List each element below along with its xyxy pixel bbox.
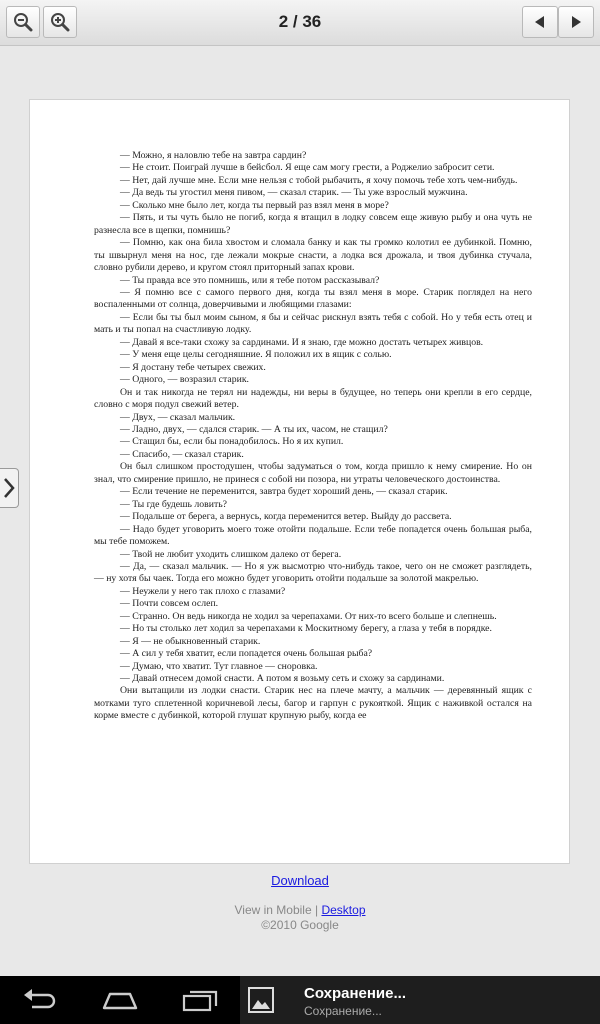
document-paragraph: — Я — не обыкновенный старик. [120,635,261,647]
document-paragraph: — Не стоит. Поиграй лучше в бейсбол. Я еще сам могу грести, а Роджелио забросит сети. [120,162,495,174]
image-icon [248,987,274,1013]
document-paragraph: — Помню, как она била хвостом и сломала банку и как ты громко колотил ее дубинкой. Помню, ты швырнул меня на нос, где лежали мокрые снасти, а лодка вся дрожала, и твоя дубинка стучала, словно рубили дерево, и кругом стоял приторный запах крови. [94,237,532,274]
copyright: ©2010 Google [261,918,339,932]
document-paragraph: — Ты где будешь ловить? [120,498,228,510]
home-icon [100,986,140,1014]
document-paragraph: — Надо будет уговорить моего тоже отойти подальше. Если тебе попадется очень большая рыба, мы тебе поможем. [94,523,532,548]
document-paragraph: — Твой не любит уходить слишком далеко от берега. [120,548,342,560]
document-paragraph: — Спасибо, — сказал старик. [120,448,244,460]
notification-title: Сохранение... [304,985,406,1002]
document-paragraph: — Нет, дай лучше мне. Если мне нельзя с тобой рыбачить, я хочу помочь тебе хоть чем-нибудь. [120,174,518,186]
document-paragraph: Он и так никогда не терял ни надежды, ни веры в будущее, но теперь они крепли в его сердце, словно с моря подул свежий ветер. [94,386,532,411]
triangle-right-icon [569,15,583,29]
document-paragraph: — Да ведь ты угостил меня пивом, — сказал старик. — Ты уже взрослый мужчина. [120,187,468,199]
chevron-right-icon [3,477,15,499]
viewer-toolbar [0,0,600,46]
document-paragraph: Он был слишком простодушен, чтобы задуматься о том, когда пришло к нему смирение. Но он знал, что смирение пришло, не принеся с собой ни позора, ни утраты человеческого достоинства. [94,461,532,485]
document-paragraph: — Ты правда все это помнишь, или я тебе потом рассказывал? [120,274,380,286]
download-area [0,873,600,888]
document-paragraph: — Я помню все с самого первого дня, когда ты взял меня в море. Старик поглядел на него воспаленными от солнца, доверчивыми и любящими глазами: [94,286,532,311]
footer-separator: | [315,903,319,917]
document-paragraph: — Двух, — сказал мальчик. [120,411,236,423]
document-paragraph: — Если течение не переменится, завтра будет хороший день, — сказал старик. [120,486,448,498]
document-paragraph: — Но ты столько лет ходил за черепахами к Москитному берегу, а глаза у тебя в порядке. [120,623,492,635]
download-link[interactable]: Download [271,873,329,888]
back-button[interactable] [22,986,58,1019]
document-paragraph: — Странно. Он ведь никогда не ходил за черепахами. От них-то всего больше и слепнешь. [120,610,497,622]
document-paragraph: — Давай отнесем домой снасти. А потом я возьму сеть и схожу за сардинами. [120,673,445,685]
document-paragraph: — Пять, и ты чуть было не погиб, когда я втащил в лодку совсем еще живую рыбу и она чуть не разнесла все в щепки, помнишь? [94,212,532,236]
document-paragraph: — Да, — сказал мальчик. — Но я уж высмотрю что-нибудь такое, чего он не сможет разглядеть, — ну хотя бы чаек. Тогда его можно будет уговорить отойти подальше за золотой макрелью. [94,560,532,585]
document-paragraph: — Одного, — возразил старик. [120,374,249,386]
next-page-button[interactable] [558,6,594,38]
document-paragraph: — Стащил бы, если бы понадобилось. Но я их купил. [120,436,344,448]
footer [0,903,600,933]
document-paragraph: — Подальше от берега, а вернусь, когда переменится ветер. Выйду до рассвета. [120,511,452,523]
side-panel-toggle[interactable] [0,468,19,508]
view-in-mobile-label: View in Mobile [234,903,312,917]
document-paragraph: — Если бы ты был моим сыном, я бы и сейчас рискнул взять тебя с собой. Но у тебя есть отец и мать и ты попал на счастливую лодку. [94,311,532,336]
recent-apps-button[interactable] [180,986,220,1019]
document-paragraph: — Неужели у него так плохо с глазами? [120,585,286,597]
back-icon [22,986,58,1014]
document-paragraph: Они вытащили из лодки снасти. Старик нес на плече мачту, а мальчик — деревянный ящик с мотками туго сплетенной коричневой лесы, багор и гарпун с рукояткой. Ящик с наживкой остался на корме вместе с дубинкой, которой глушат крупную рыбу, когда ее [94,685,532,722]
document-paragraph: — Ладно, двух, — сдался старик. — А ты их, часом, не стащил? [120,423,388,435]
page-indicator: 2 / 36 [278,12,322,31]
document-paragraph: — У меня еще целы сегодняшние. Я положил их в ящик с солью. [120,349,392,361]
document-text [94,150,532,723]
home-button[interactable] [100,986,140,1019]
notification-subtitle: Сохранение... [304,1004,382,1018]
previous-page-button[interactable] [522,6,558,38]
document-paragraph: — Почти совсем ослеп. [120,598,219,610]
download-notification[interactable] [240,976,600,1024]
triangle-left-icon [533,15,547,29]
document-paragraph: — Можно, я наловлю тебе на завтра сардин? [120,150,307,161]
document-paragraph: — Давай я все-таки схожу за сардинами. И я знаю, где можно достать четырех живцов. [120,336,484,348]
document-paragraph: — А сил у тебя хватит, если попадется очень большая рыба? [120,648,373,660]
document-paragraph: — Думаю, что хватит. Тут главное — сноровка. [120,660,318,672]
desktop-link[interactable]: Desktop [321,903,366,917]
recent-apps-icon [180,986,220,1014]
document-paragraph: — Я достану тебе четырех свежих. [120,361,266,373]
document-paragraph: — Сколько мне было лет, когда ты первый раз взял меня в море? [120,199,389,211]
